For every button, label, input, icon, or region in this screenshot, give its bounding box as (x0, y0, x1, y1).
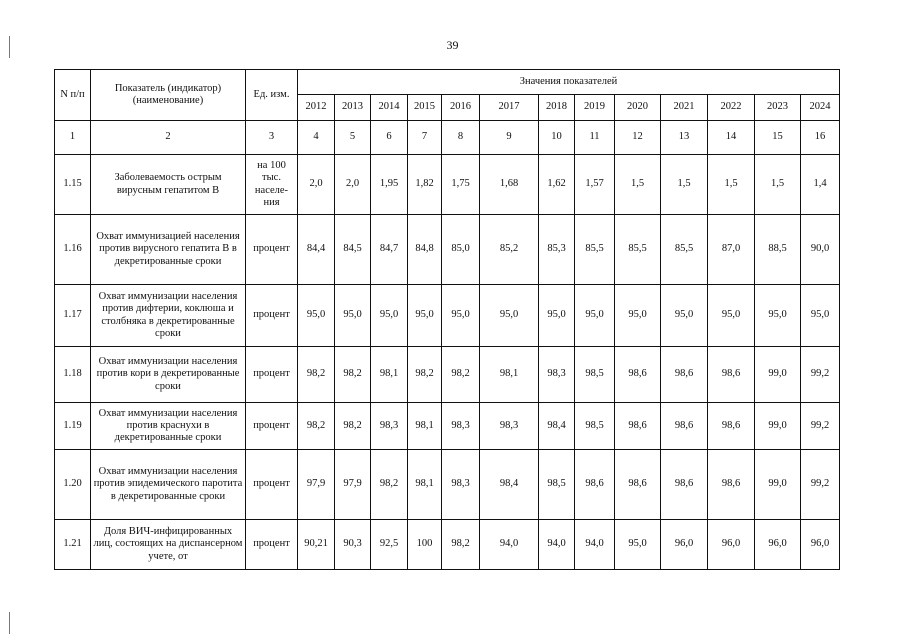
column-number-cell: 11 (575, 121, 615, 155)
value-cell: 98,6 (615, 347, 661, 403)
indicator-name-cell: Охват иммунизации населения против эпидемического паротита в декретированные сроки (91, 450, 246, 520)
value-cell: 98,3 (442, 403, 480, 450)
value-cell: 95,0 (408, 285, 442, 347)
value-cell: 1,5 (615, 155, 661, 215)
value-cell: 90,3 (335, 520, 371, 570)
table-row (55, 520, 840, 570)
value-cell: 1,68 (480, 155, 539, 215)
year-header-cell: 2019 (575, 95, 615, 121)
row-id-cell: 1.18 (55, 347, 91, 403)
value-cell: 88,5 (755, 215, 801, 285)
value-cell: 98,2 (298, 403, 335, 450)
indicator-name-cell: Охват иммунизации населения против кори в декретированные сроки (91, 347, 246, 403)
value-cell: 95,0 (480, 285, 539, 347)
row-id-cell: 1.16 (55, 215, 91, 285)
column-number-cell: 12 (615, 121, 661, 155)
value-cell: 98,1 (480, 347, 539, 403)
indicator-name-cell: Доля ВИЧ-инфицированных лиц, состоящих на диспансерном учете, от (91, 520, 246, 570)
page-number: 39 (446, 38, 459, 52)
value-cell: 96,0 (755, 520, 801, 570)
value-cell: 1,95 (371, 155, 408, 215)
indicators-table (54, 69, 840, 570)
value-cell: 98,6 (708, 450, 755, 520)
column-number-cell: 15 (755, 121, 801, 155)
value-cell: 98,6 (661, 403, 708, 450)
value-cell: 95,0 (298, 285, 335, 347)
value-cell: 94,0 (480, 520, 539, 570)
value-cell: 98,5 (575, 347, 615, 403)
value-cell: 98,1 (408, 403, 442, 450)
value-cell: 87,0 (708, 215, 755, 285)
column-number-cell: 16 (801, 121, 840, 155)
column-number-cell: 2 (91, 121, 246, 155)
year-header-cell: 2016 (442, 95, 480, 121)
value-cell: 98,6 (708, 403, 755, 450)
value-cell: 98,2 (442, 347, 480, 403)
value-cell: 98,2 (371, 450, 408, 520)
year-header-cell: 2022 (708, 95, 755, 121)
value-cell: 94,0 (575, 520, 615, 570)
table-row (55, 347, 840, 403)
indicator-name-cell: Заболеваемость острым вирусным гепатитом В (91, 155, 246, 215)
column-number-cell: 1 (55, 121, 91, 155)
value-cell: 90,0 (801, 215, 840, 285)
unit-cell: процент (246, 347, 298, 403)
unit-cell: процент (246, 403, 298, 450)
unit-cell: процент (246, 215, 298, 285)
value-cell: 98,5 (575, 403, 615, 450)
year-header-cell: 2017 (480, 95, 539, 121)
value-cell: 1,57 (575, 155, 615, 215)
value-cell: 99,0 (755, 347, 801, 403)
value-cell: 98,6 (708, 347, 755, 403)
value-cell: 85,0 (442, 215, 480, 285)
value-cell: 95,0 (371, 285, 408, 347)
column-number-cell: 7 (408, 121, 442, 155)
value-cell: 98,6 (661, 450, 708, 520)
indicator-name-cell: Охват иммунизации населения против краснухи в декретированные сроки (91, 403, 246, 450)
value-cell: 97,9 (335, 450, 371, 520)
value-cell: 95,0 (708, 285, 755, 347)
table-row (55, 215, 840, 285)
year-header-cell: 2013 (335, 95, 371, 121)
value-cell: 99,2 (801, 347, 840, 403)
year-header-cell: 2014 (371, 95, 408, 121)
value-cell: 85,5 (575, 215, 615, 285)
value-cell: 84,7 (371, 215, 408, 285)
value-cell: 98,2 (442, 520, 480, 570)
value-cell: 1,82 (408, 155, 442, 215)
value-cell: 100 (408, 520, 442, 570)
value-cell: 98,3 (480, 403, 539, 450)
value-cell: 95,0 (615, 285, 661, 347)
value-cell: 1,62 (539, 155, 575, 215)
value-cell: 98,3 (442, 450, 480, 520)
value-cell: 95,0 (539, 285, 575, 347)
value-cell: 98,3 (371, 403, 408, 450)
row-id-cell: 1.17 (55, 285, 91, 347)
value-cell: 1,5 (755, 155, 801, 215)
value-cell: 95,0 (661, 285, 708, 347)
unit-cell: процент (246, 450, 298, 520)
row-id-cell: 1.20 (55, 450, 91, 520)
value-cell: 85,3 (539, 215, 575, 285)
value-cell: 98,1 (408, 450, 442, 520)
year-header-cell: 2024 (801, 95, 840, 121)
value-cell: 1,5 (708, 155, 755, 215)
unit-cell: процент (246, 520, 298, 570)
column-numbers-row (55, 121, 840, 155)
value-cell: 2,0 (335, 155, 371, 215)
value-cell: 85,2 (480, 215, 539, 285)
value-cell: 2,0 (298, 155, 335, 215)
value-cell: 95,0 (755, 285, 801, 347)
value-cell: 95,0 (442, 285, 480, 347)
column-number-cell: 3 (246, 121, 298, 155)
value-cell: 98,6 (661, 347, 708, 403)
column-number-cell: 8 (442, 121, 480, 155)
value-cell: 84,4 (298, 215, 335, 285)
value-cell: 84,8 (408, 215, 442, 285)
value-cell: 99,2 (801, 450, 840, 520)
header-col-unit: Ед. изм. (246, 70, 298, 121)
table-row (55, 403, 840, 450)
value-cell: 98,6 (615, 450, 661, 520)
value-cell: 96,0 (708, 520, 755, 570)
value-cell: 90,21 (298, 520, 335, 570)
column-number-cell: 10 (539, 121, 575, 155)
table-row (55, 285, 840, 347)
value-cell: 98,4 (480, 450, 539, 520)
year-header-cell: 2023 (755, 95, 801, 121)
unit-cell: процент (246, 285, 298, 347)
year-header-cell: 2018 (539, 95, 575, 121)
value-cell: 1,5 (661, 155, 708, 215)
value-cell: 94,0 (539, 520, 575, 570)
table-row (55, 155, 840, 215)
row-id-cell: 1.19 (55, 403, 91, 450)
value-cell: 95,0 (575, 285, 615, 347)
column-number-cell: 4 (298, 121, 335, 155)
scan-speck-left-1 (9, 36, 10, 58)
value-cell: 99,2 (801, 403, 840, 450)
value-cell: 99,0 (755, 403, 801, 450)
scan-speck-left-2 (9, 612, 10, 634)
value-cell: 98,2 (298, 347, 335, 403)
value-cell: 98,3 (539, 347, 575, 403)
table-row (55, 450, 840, 520)
column-number-cell: 13 (661, 121, 708, 155)
value-cell: 98,4 (539, 403, 575, 450)
value-cell: 95,0 (615, 520, 661, 570)
value-cell: 96,0 (801, 520, 840, 570)
value-cell: 98,6 (615, 403, 661, 450)
column-number-cell: 6 (371, 121, 408, 155)
value-cell: 98,6 (575, 450, 615, 520)
year-header-cell: 2020 (615, 95, 661, 121)
value-cell: 95,0 (801, 285, 840, 347)
year-header-cell: 2015 (408, 95, 442, 121)
column-number-cell: 5 (335, 121, 371, 155)
value-cell: 98,2 (408, 347, 442, 403)
value-cell: 99,0 (755, 450, 801, 520)
value-cell: 1,75 (442, 155, 480, 215)
value-cell: 98,1 (371, 347, 408, 403)
value-cell: 98,5 (539, 450, 575, 520)
row-id-cell: 1.21 (55, 520, 91, 570)
value-cell: 85,5 (661, 215, 708, 285)
value-cell: 97,9 (298, 450, 335, 520)
value-cell: 98,2 (335, 347, 371, 403)
table-body (55, 70, 840, 570)
value-cell: 92,5 (371, 520, 408, 570)
year-header-cell: 2021 (661, 95, 708, 121)
column-number-cell: 14 (708, 121, 755, 155)
indicator-name-cell: Охват иммунизации населения против дифтерии, коклюша и столбняка в декретированные сроки (91, 285, 246, 347)
value-cell: 1,4 (801, 155, 840, 215)
header-col-num: N п/п (55, 70, 91, 121)
value-cell: 85,5 (615, 215, 661, 285)
value-cell: 98,2 (335, 403, 371, 450)
value-cell: 95,0 (335, 285, 371, 347)
row-id-cell: 1.15 (55, 155, 91, 215)
header-col-values: Значения показателей (298, 70, 840, 95)
year-header-cell: 2012 (298, 95, 335, 121)
unit-cell: на 100 тыс. населе-ния (246, 155, 298, 215)
value-cell: 84,5 (335, 215, 371, 285)
header-row (55, 70, 840, 95)
value-cell: 96,0 (661, 520, 708, 570)
header-col-indicator: Показатель (индикатор) (наименование) (91, 70, 246, 121)
indicator-name-cell: Охват иммунизацией населения против вирусного гепатита В в декретированные сроки (91, 215, 246, 285)
column-number-cell: 9 (480, 121, 539, 155)
